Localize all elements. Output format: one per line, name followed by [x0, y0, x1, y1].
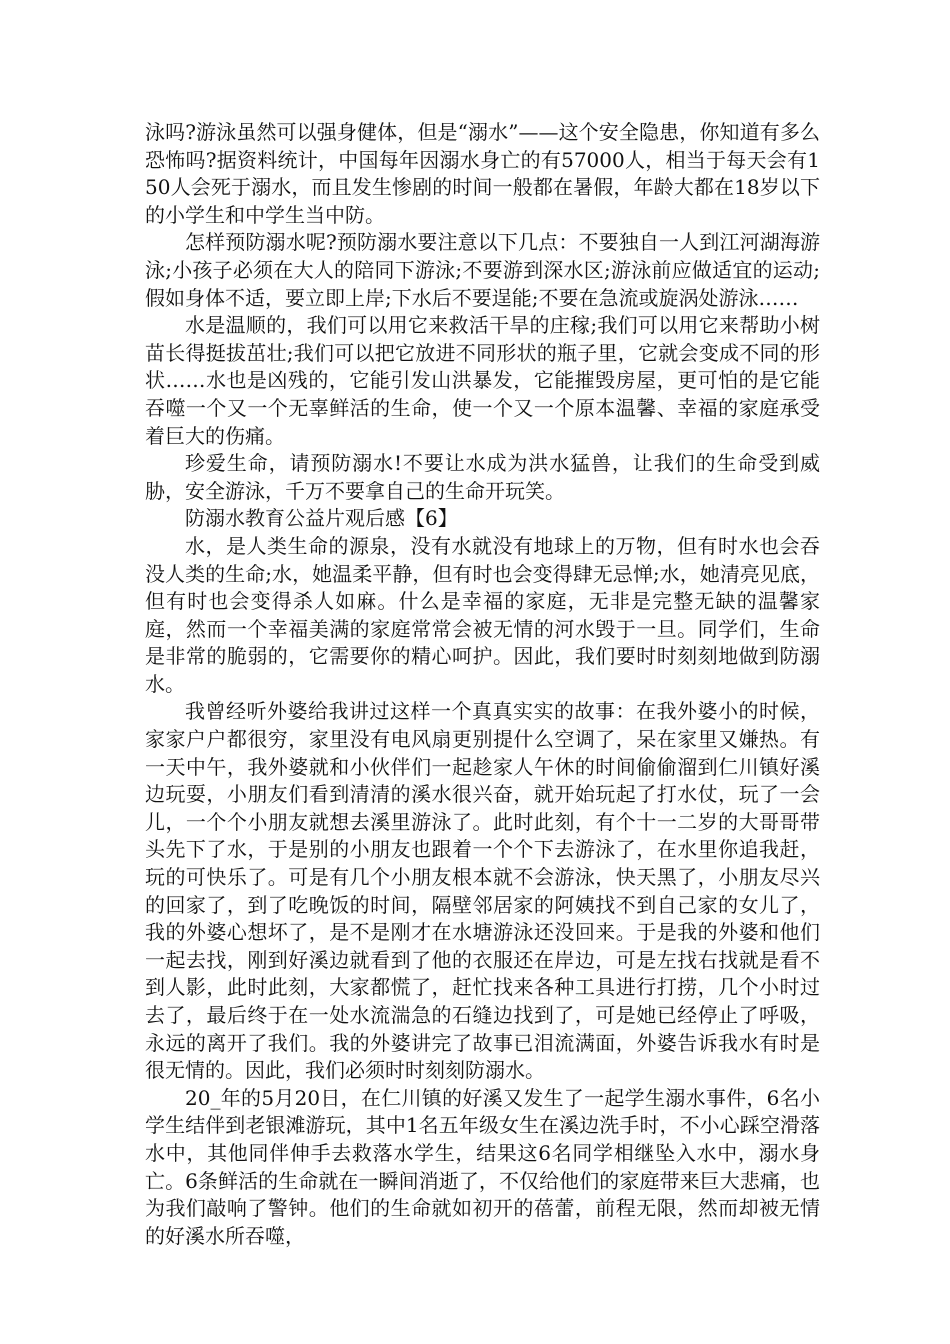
paragraph-4: 珍爱生命，请预防溺水!不要让水成为洪水猛兽，让我们的生命受到威胁，安全游泳，千万不要拿自己的生命开玩笑。 — [145, 451, 820, 503]
section-heading: 防溺水教育公益片观后感【6】 — [185, 506, 458, 531]
paragraph-3: 水是温顺的，我们可以用它来救活干旱的庄稼;我们可以用它来帮助小树苗长得挺拔茁壮;我们可以把它放进不同形状的瓶子里，它就会变成不同的形状……水也是凶残的，它能引发山洪暴发，它能摧毁房屋，更可怕的是它能吞噬一个又一个无辜鲜活的生命，使一个又一个原本温馨、幸福的家庭承受着巨大的伤痛。 — [145, 313, 820, 448]
paragraph-7: 20_年的5月20日，在仁川镇的好溪又发生了一起学生溺水事件，6名小学生结伴到老银滩游玩，其中1名五年级女生在溪边洗手时，不小心踩空滑落水中，其他同伴伸手去救落水学生，结果这6名同学相继坠入水中，溺水身亡。6条鲜活的生命就在一瞬间消逝了，不仅给他们的家庭带来巨大悲痛，也为我们敲响了警钟。他们的生命就如初开的蓓蕾，前程无限，然而却被无情的好溪水所吞噬， — [145, 1085, 820, 1248]
paragraph-5: 水，是人类生命的源泉，没有水就没有地球上的万物，但有时水也会吞没人类的生命;水，她温柔平静，但有时也会变得肆无忌惮;水，她清亮见底，但有时也会变得杀人如麻。什么是幸福的家庭，无非是完整无缺的温馨家庭，然而一个幸福美满的家庭常常会被无情的河水毁于一旦。同学们，生命是非常的脆弱的，它需要你的精心呵护。因此，我们要时时刻刻地做到防溺水。 — [145, 533, 820, 696]
document-body — [145, 119, 820, 1250]
paragraph-2: 怎样预防溺水呢?预防溺水要注意以下几点：不要独自一人到江河湖海游泳;小孩子必须在大人的陪同下游泳;不要游到深水区;游泳前应做适宜的运动;假如身体不适，要立即上岸;下水后不要逞能;不要在急流或旋涡处游泳…… — [145, 230, 820, 310]
paragraph-6: 我曾经听外婆给我讲过这样一个真真实实的故事：在我外婆小的时候，家家户户都很穷，家里没有电风扇更别提什么空调了，呆在家里又嫌热。有一天中午，我外婆就和小伙伴们一起趁家人午休的时间偷偷溜到仁川镇好溪边玩耍，小朋友们看到清清的溪水很兴奋，就开始玩起了打水仗，玩了一会儿，一个个小朋友就想去溪里游泳了。此时此刻，有个十一二岁的大哥哥带头先下了水，于是别的小朋友也跟着一个个下去游泳了，在水里你追我赶，玩的可快乐了。可是有几个小朋友根本就不会游泳，快天黑了，小朋友尽兴的回家了，到了吃晚饭的时间，隔壁邻居家的阿姨找不到自己家的女儿了，我的外婆心想坏了，是不是刚才在水塘游泳还没回来。于是我的外婆和他们一起去找，刚到好溪边就看到了他的衣服还在岸边，可是左找右找就是看不到人影，此时此刻，大家都慌了，赶忙找来各种工具进行打捞，几个小时过去了，最后终于在一处水流湍急的石缝边找到了，可是她已经停止了呼吸，永远的离开了我们。我的外婆讲完了故事已泪流满面，外婆告诉我水有时是很无情的。因此，我们必须时时刻刻防溺水。 — [145, 699, 820, 1083]
paragraph-1: 泳吗?游泳虽然可以强身健体，但是“溺水”——这个安全隐患，你知道有多么恐怖吗?据资料统计，中国每年因溺水身亡的有57000人，相当于每天会有150人会死于溺水，而且发生惨剧的时间一般都在暑假，年龄大都在18岁以下的小学生和中学生当中防。 — [145, 120, 820, 227]
